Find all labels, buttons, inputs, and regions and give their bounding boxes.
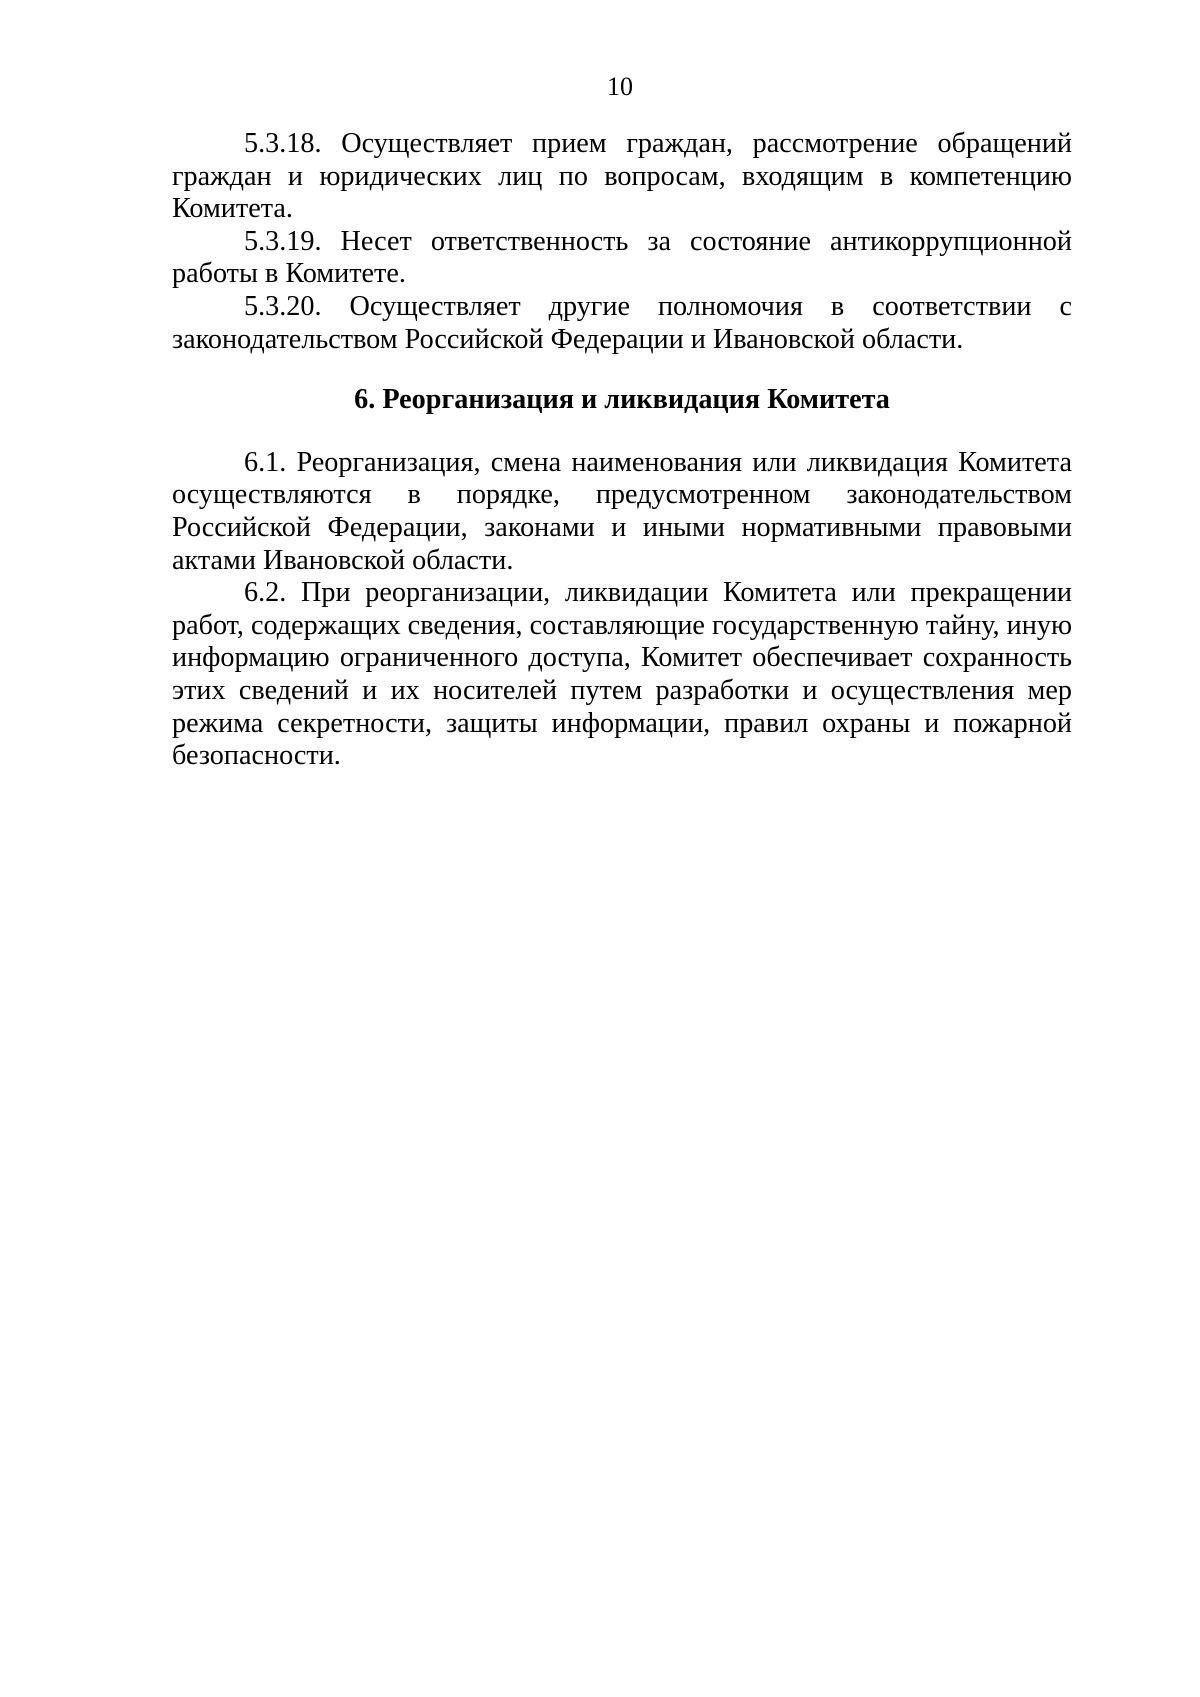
document-body: [172, 128, 1072, 773]
paragraph-6-2: 6.2. При реорганизации, ликвидации Комитета или прекращении работ, содержащих сведения, составляющие государственную тайну, иную информацию ограниченного доступа, Комитет обеспечивает сохранность этих сведений и их носителей путем разработки и осуществления мер режима секретности, защиты информации, правил охраны и пожарной безопасности.: [172, 577, 1072, 772]
paragraph-5-3-20: 5.3.20. Осуществляет другие полномочия в соответствии с законодательством Российской Федерации и Ивановской области.: [172, 290, 1072, 355]
section-6-heading: 6. Реорганизация и ликвидация Комитета: [354, 384, 890, 416]
paragraph-5-3-18: 5.3.18. Осуществляет прием граждан, рассмотрение обращений граждан и юридических лиц по вопросам, входящим в компетенцию Комитета.: [172, 128, 1072, 225]
paragraph-5-3-19: 5.3.19. Несет ответственность за состояние антикоррупционной работы в Комитете.: [172, 225, 1072, 290]
paragraph-6-1: 6.1. Реорганизация, смена наименования или ликвидация Комитета осуществляются в порядке, предусмотренном законодательством Российской Федерации, законами и иными нормативными правовыми актами Ивановской области.: [172, 446, 1072, 576]
page-number: 10: [607, 72, 633, 101]
